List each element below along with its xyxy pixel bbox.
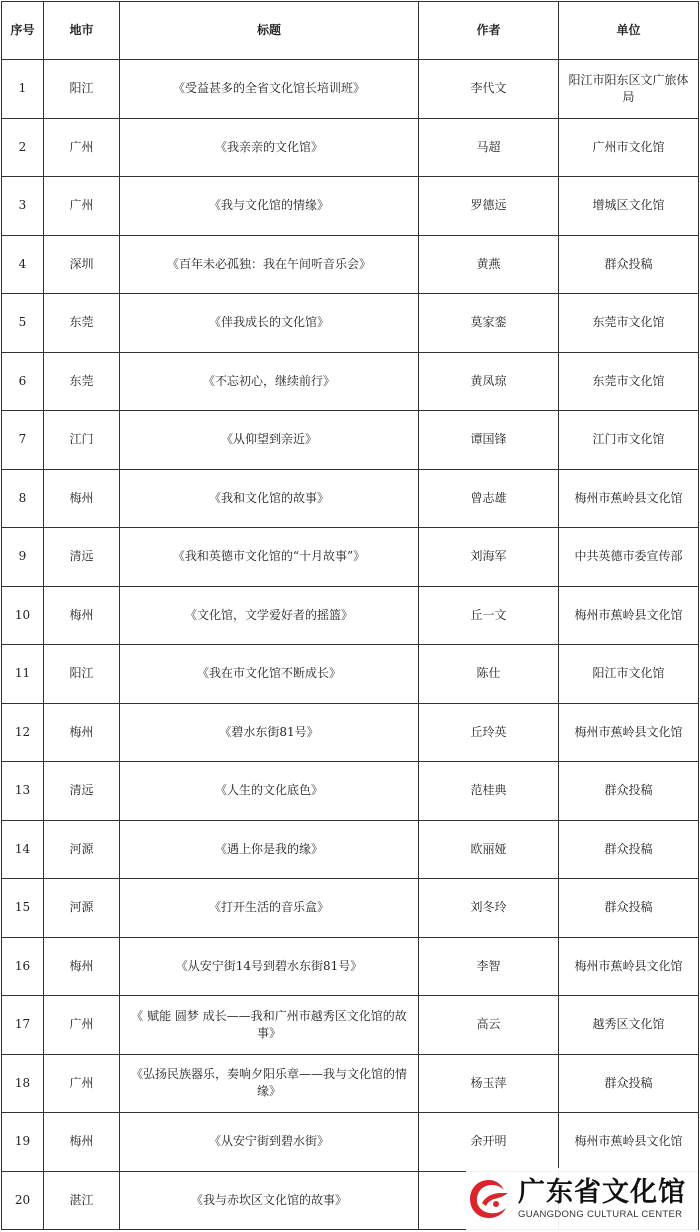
cell-city: 清远 [44,762,120,821]
table-body [2,60,699,1230]
table-row [2,177,699,236]
cell-title: 《从安宁街到碧水街》 [120,1113,419,1172]
cell-title: 《遇上你是我的缘》 [120,820,419,879]
cell-unit: 越秀区文化馆 [559,996,699,1055]
cell-city: 梅州 [44,586,120,645]
table-row [2,294,699,353]
table-row [2,411,699,470]
cell-no: 16 [2,937,44,996]
cell-city: 河源 [44,820,120,879]
table-row [2,879,699,938]
cell-unit: 群众投稿 [559,820,699,879]
cell-no: 13 [2,762,44,821]
cell-unit: 梅州市蕉岭县文化馆 [559,937,699,996]
table-row [2,235,699,294]
cell-author: 丘一文 [419,586,559,645]
cell-no: 14 [2,820,44,879]
cell-city: 梅州 [44,469,120,528]
cell-city: 湛江 [44,1171,120,1230]
watermark-name-cn: 广东省文化馆 [518,1177,686,1208]
watermark-name-en: GUANGDONG CULTURAL CENTER [518,1209,683,1220]
cell-no: 19 [2,1113,44,1172]
cell-city: 河源 [44,879,120,938]
cell-unit: 梅州市蕉岭县文化馆 [559,586,699,645]
cell-author: 丘玲英 [419,703,559,762]
cell-author: 高云 [419,996,559,1055]
cell-city: 东莞 [44,352,120,411]
cell-no: 1 [2,60,44,119]
cell-author: 罗德远 [419,177,559,236]
table-row [2,762,699,821]
table-row [2,645,699,704]
cell-city: 广州 [44,177,120,236]
cell-unit: 阳江市文化馆 [559,645,699,704]
cell-city: 广州 [44,996,120,1055]
cell-city: 江门 [44,411,120,470]
cell-city: 深圳 [44,235,120,294]
cell-title: 《 赋能 圆梦 成长——我和广州市越秀区文化馆的故事》 [120,996,419,1055]
table-row [2,1113,699,1172]
cell-title: 《我与赤坎区文化馆的故事》 [120,1171,419,1230]
cell-city: 广州 [44,1054,120,1113]
cell-no: 5 [2,294,44,353]
cell-title: 《我与文化馆的情缘》 [120,177,419,236]
cell-author: 黄凤琼 [419,352,559,411]
cell-author: 马超 [419,118,559,177]
cell-no: 2 [2,118,44,177]
watermark-logo [466,1168,698,1230]
header-author: 作者 [419,2,559,60]
cell-title: 《弘扬民族器乐，奏响夕阳乐章——我与文化馆的情缘》 [120,1054,419,1113]
cell-no: 18 [2,1054,44,1113]
table-row [2,1054,699,1113]
cell-no: 15 [2,879,44,938]
table-row [2,586,699,645]
cell-title: 《我和文化馆的故事》 [120,469,419,528]
cell-unit: 梅州市蕉岭县文化馆 [559,1113,699,1172]
cell-city: 阳江 [44,645,120,704]
cell-no: 7 [2,411,44,470]
cell-city: 清远 [44,528,120,587]
guangdong-cultural-center-logo-icon [466,1176,512,1222]
cell-title: 《我在市文化馆不断成长》 [120,645,419,704]
cell-title: 《从安宁街14号到碧水东街81号》 [120,937,419,996]
cell-no: 8 [2,469,44,528]
cell-title: 《百年未必孤独：我在午间听音乐会》 [120,235,419,294]
cell-title: 《我亲亲的文化馆》 [120,118,419,177]
cell-unit: 群众投稿 [559,762,699,821]
cell-author: 李智 [419,937,559,996]
cell-author: 曾志雄 [419,469,559,528]
cell-author: 刘海军 [419,528,559,587]
cell-unit: 阳江市阳东区文广旅体局 [559,60,699,119]
cell-city: 广州 [44,118,120,177]
cell-no: 10 [2,586,44,645]
cell-author: 陈仕 [419,645,559,704]
cell-city: 阳江 [44,60,120,119]
cell-no: 3 [2,177,44,236]
cell-no: 12 [2,703,44,762]
cell-author: 余开明 [419,1113,559,1172]
table-row [2,60,699,119]
cell-no: 20 [2,1171,44,1230]
header-city: 地市 [44,2,120,60]
cell-author: 李代文 [419,60,559,119]
cell-unit: 梅州市蕉岭县文化馆 [559,469,699,528]
cell-title: 《受益甚多的全省文化馆长培训班》 [120,60,419,119]
cell-no: 11 [2,645,44,704]
cell-unit: 增城区文化馆 [559,177,699,236]
cell-unit: 东莞市文化馆 [559,352,699,411]
cell-author: 谭国锋 [419,411,559,470]
table-row [2,118,699,177]
cell-unit: 群众投稿 [559,235,699,294]
cell-unit: 东莞市文化馆 [559,294,699,353]
cell-author: 欧丽娅 [419,820,559,879]
cell-no: 17 [2,996,44,1055]
cell-author: 范桂典 [419,762,559,821]
table-row [2,528,699,587]
cell-unit: 江门市文化馆 [559,411,699,470]
cell-unit: 群众投稿 [559,879,699,938]
cell-title: 《碧水东街81号》 [120,703,419,762]
table-row [2,937,699,996]
table-row [2,820,699,879]
cell-title: 《伴我成长的文化馆》 [120,294,419,353]
cell-unit: 广州市文化馆 [559,118,699,177]
cell-unit: 梅州市蕉岭县文化馆 [559,703,699,762]
award-table [1,1,699,1230]
cell-no: 4 [2,235,44,294]
table-row [2,352,699,411]
table-row [2,996,699,1055]
cell-author: 莫家銮 [419,294,559,353]
cell-city: 梅州 [44,1113,120,1172]
cell-city: 梅州 [44,937,120,996]
cell-unit: 中共英德市委宣传部 [559,528,699,587]
table-header-row [2,2,699,60]
header-no: 序号 [2,2,44,60]
cell-title: 《文化馆，文学爱好者的摇篮》 [120,586,419,645]
cell-title: 《从仰望到亲近》 [120,411,419,470]
cell-city: 梅州 [44,703,120,762]
cell-no: 6 [2,352,44,411]
cell-no: 9 [2,528,44,587]
cell-author: 刘冬玲 [419,879,559,938]
cell-city: 东莞 [44,294,120,353]
cell-title: 《我和英德市文化馆的“十月故事”》 [120,528,419,587]
table-row [2,469,699,528]
cell-author: 黄燕 [419,235,559,294]
cell-author: 杨玉萍 [419,1054,559,1113]
cell-title: 《不忘初心，继续前行》 [120,352,419,411]
header-title: 标题 [120,2,419,60]
cell-title: 《人生的文化底色》 [120,762,419,821]
cell-title: 《打开生活的音乐盒》 [120,879,419,938]
cell-unit: 群众投稿 [559,1054,699,1113]
header-unit: 单位 [559,2,699,60]
table-row [2,703,699,762]
